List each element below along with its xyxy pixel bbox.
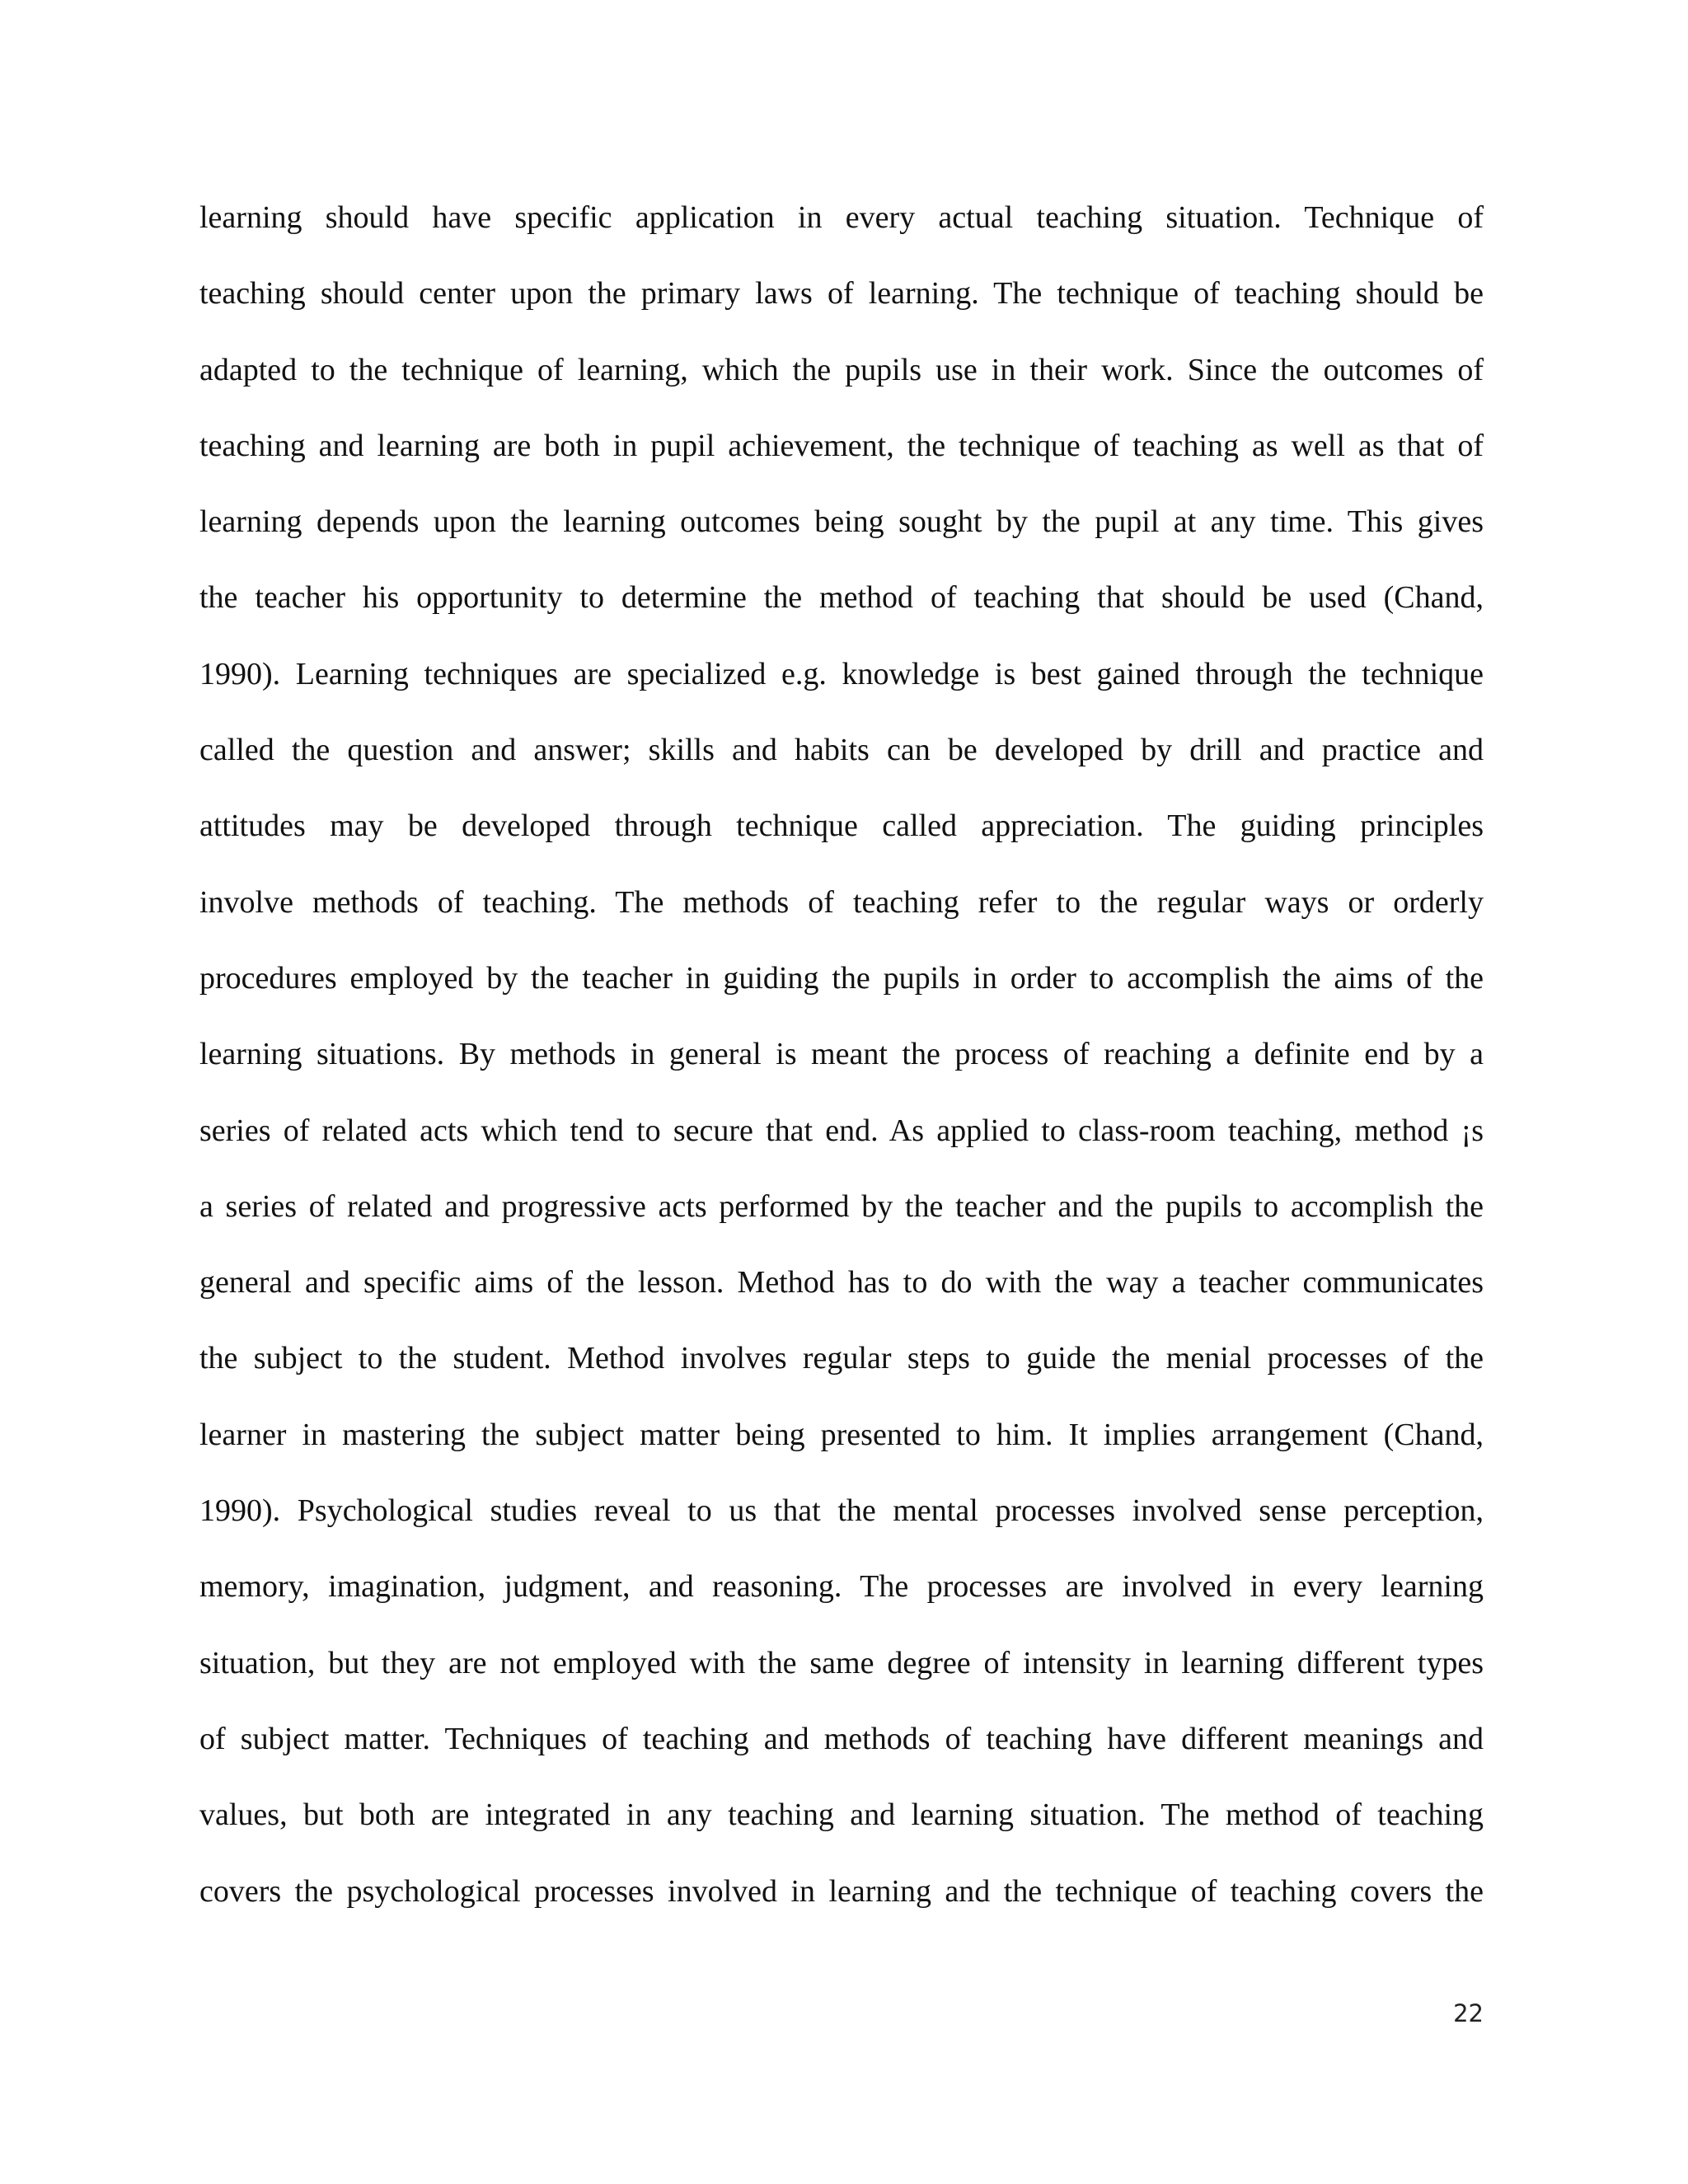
- text-line: the teacher his opportunity to determine the method of teaching that should be used (Chand,: [199, 580, 1484, 616]
- text-line: teaching and learning are both in pupil achievement, the technique of teaching as well as that of: [199, 428, 1484, 463]
- text-line: attitudes may be developed through technique called appreciation. The guiding principles: [199, 808, 1484, 844]
- text-line: called the question and answer; skills and habits can be developed by drill and practice and: [199, 733, 1484, 768]
- text-line: learning situations. By methods in general is meant the process of reaching a definite end by a: [199, 1037, 1484, 1072]
- text-line: general and specific aims of the lesson. Method has to do with the way a teacher communicates: [199, 1265, 1484, 1301]
- text-line: procedures employed by the teacher in guiding the pupils in order to accomplish the aims of the: [199, 960, 1484, 996]
- text-line: values, but both are integrated in any teaching and learning situation. The method of teaching: [199, 1797, 1484, 1833]
- body-paragraph: [199, 191, 1484, 1941]
- text-line: learning depends upon the learning outcomes being sought by the pupil at any time. This gives: [199, 504, 1484, 540]
- text-line: of subject matter. Techniques of teaching and methods of teaching have different meanings and: [199, 1721, 1484, 1756]
- text-line: teaching should center upon the primary laws of learning. The technique of teaching should be: [199, 276, 1484, 312]
- page-number: 22: [1453, 1999, 1484, 2027]
- text-line: series of related acts which tend to secure that end. As applied to class-room teaching, method ¡s: [199, 1113, 1484, 1148]
- text-line: 1990). Learning techniques are specialized e.g. knowledge is best gained through the technique: [199, 656, 1484, 691]
- text-line: learner in mastering the subject matter being presented to him. It implies arrangement (Chand,: [199, 1417, 1484, 1452]
- text-line: learning should have specific application in every actual teaching situation. Technique of: [199, 200, 1484, 235]
- text-line: involve methods of teaching. The methods of teaching refer to the regular ways or orderly: [199, 884, 1484, 920]
- text-line: adapted to the technique of learning, which the pupils use in their work. Since the outcomes of: [199, 352, 1484, 387]
- text-line: situation, but they are not employed with the same degree of intensity in learning different types: [199, 1645, 1484, 1680]
- text-line: a series of related and progressive acts performed by the teacher and the pupils to accomplish the: [199, 1188, 1484, 1224]
- text-line: 1990). Psychological studies reveal to us that the mental processes involved sense perception,: [199, 1493, 1484, 1529]
- text-line: memory, imagination, judgment, and reasoning. The processes are involved in every learning: [199, 1569, 1484, 1605]
- text-line: the subject to the student. Method involves regular steps to guide the menial processes of the: [199, 1341, 1484, 1376]
- text-line: covers the psychological processes involved in learning and the technique of teaching covers the: [199, 1873, 1484, 1909]
